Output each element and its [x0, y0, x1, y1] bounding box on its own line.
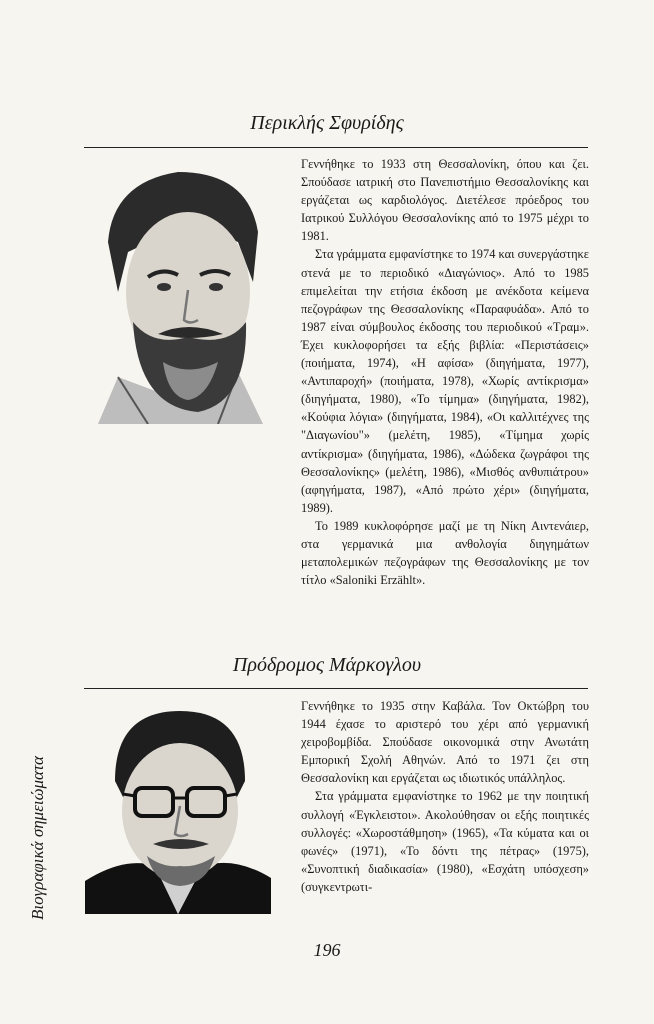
bio-paragraph: Γεννήθηκε το 1933 στη Θεσσαλονίκη, όπου και ζει. Σπούδασε ιατρική στο Πανεπιστήμιο Θεσσαλονίκης και εργάζεται ως καρδιολόγος. Διετέλεσε πρόεδρος του Ιατρικού Συλλόγου Θεσσαλονίκης από το 1975 μέχρι το 1981.	[301, 157, 589, 244]
portrait-photo-sfyridis	[88, 162, 268, 424]
biography-text-markoglou	[301, 697, 589, 896]
bio-paragraph: Στα γράμματα εμφανίστηκε το 1962 με την ποιητική συλλογή «Έγκλειστοι». Ακολούθησαν οι εξής ποιητικές συλλογές: «Χωροστάθμηση» (1965), «Τα κύματα και οι φωνές» (1971), «Το δόντι της πέτρας» (1975), «Συνοπτική διαδικασία» (1980), «Εσχάτη υπόσχεση» (συγκεντρωτι-	[301, 789, 589, 894]
bio-paragraph: Το 1989 κυκλοφόρησε μαζί με τη Νίκη Αιντενάιερ, στα γερμανικά μια ανθολογία διηγημάτων μεταπολεμικών πεζογράφων της Θεσσαλονίκης με τον τίτλο «Saloniki Erzählt».	[301, 518, 589, 588]
author-heading-sfyridis: Περικλής Σφυρίδης	[250, 112, 404, 134]
section-divider	[84, 688, 588, 689]
author-heading-markoglou: Πρόδρομος Μάρκογλου	[232, 654, 422, 676]
section-sidebar-label: Βιογραφικά σημειώματα	[28, 756, 47, 920]
bio-paragraph: Γεννήθηκε το 1935 στην Καβάλα. Τον Οκτώβρη του 1944 έχασε το αριστερό του χέρι από γερμανική χειροβομβίδα. Σπούδασε οικονομικά στην Ανωτάτη Εμπορική Σχολή Αθηνών. Από το 1971 ζει στη Θεσσαλονίκη και εργάζεται ως ιδιωτικός υπάλληλος.	[301, 699, 589, 786]
section-divider	[84, 147, 588, 148]
portrait-photo-markoglou	[85, 706, 271, 914]
page-number: 196	[313, 940, 341, 960]
biography-text-sfyridis	[301, 155, 589, 589]
bio-paragraph: Στα γράμματα εμφανίστηκε το 1974 και συνεργάστηκε στενά με το περιοδικό «Διαγώνιος». Από το 1985 επιμελείται την ετήσια έκδοση με ανέκδοτα κείμενα πεζογράφων της Θεσσαλονίκης «Παραφυάδα». Από το 1987 είναι σύμβουλος έκδοσης του περιοδικού «Τραμ». Έχει κυκλοφορήσει τα εξής βιβλία: «Περιστάσεις» (ποιήματα, 1974), «Η αφίσα» (διηγήματα, 1977), «Αντιπαροχή» (ποιήματα, 1978), «Χωρίς αντίκρισμα» (διηγήματα, 1980), «Το τίμημα» (διηγήματα, 1982), «Κούφια λόγια» (διηγήματα, 1984), «Οι καλλιτέχνες της "Διαγωνίου"» (μελέτη, 1985), «Τίμημα χωρίς αντίκρισμα» (διηγήματα, 1986), «Δώδεκα ζωγράφοι της Θεσσαλονίκης» (μελέτη, 1986), «Μισθός ανθυπιάτρου» (αφηγήματα, 1987), «Από πρώτο χέρι» (διηγήματα, 1989).	[301, 247, 589, 515]
